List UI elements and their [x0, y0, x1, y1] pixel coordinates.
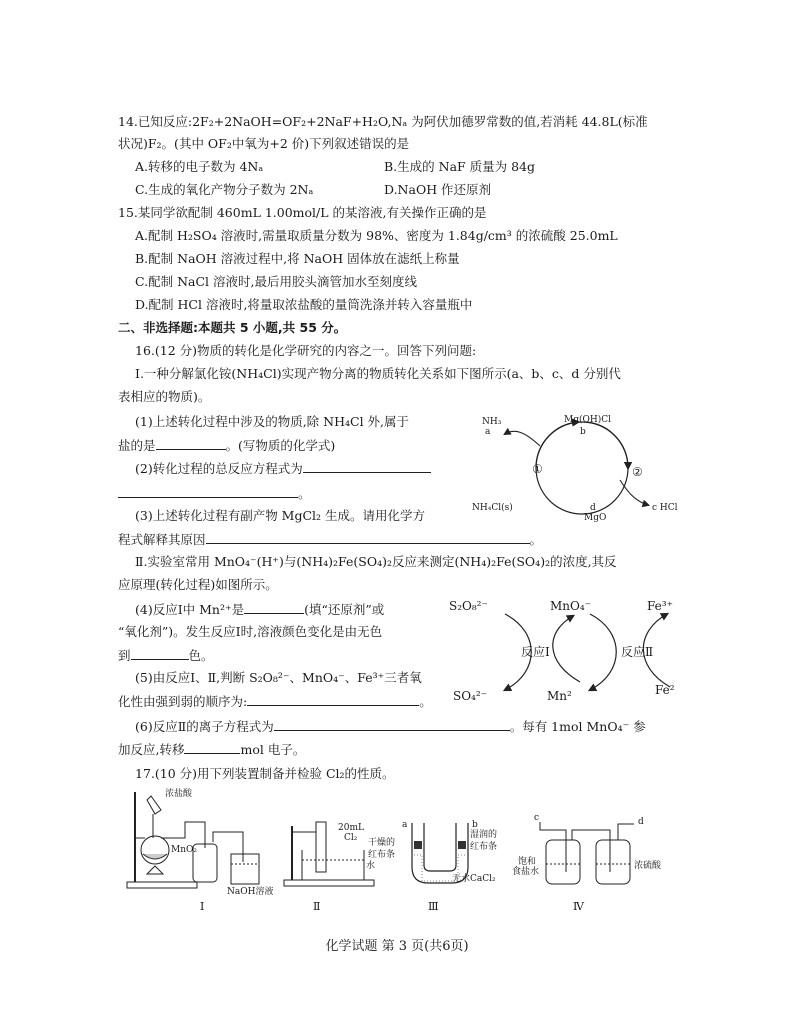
caption-III: Ⅲ: [428, 900, 439, 913]
q16-sub3-line1: (3)上述转化过程有副产物 MgCl₂ 生成。请用化学方: [135, 508, 426, 523]
water-trough: [302, 850, 364, 880]
q15-option-c: C.配制 NaCl 溶液时,最后用胶头滴管加水至刻度线: [135, 274, 417, 289]
nh4cl-cycle-diagram: [470, 410, 700, 525]
label-wet-2: 红布条: [470, 842, 498, 852]
q16-sub6-unit: mol 电子。: [240, 742, 306, 757]
label-circle-1: ①: [532, 462, 543, 476]
round-flask: [141, 836, 169, 864]
redox-cycle-diagram: [445, 592, 695, 710]
label-water: 水: [366, 861, 376, 871]
label-reaction-1: 反应Ⅰ: [521, 645, 550, 659]
label-a: a: [485, 427, 491, 437]
wash-bottle-1: [546, 840, 580, 884]
flask-contents: [143, 854, 167, 859]
label-20ml: 20mL: [338, 823, 364, 833]
label-cl2: Cl₂: [344, 833, 358, 843]
label-port-b: b: [472, 820, 478, 830]
caption-IV: Ⅳ: [573, 900, 584, 913]
q16-sub2-line2: [118, 484, 311, 503]
separatory-funnel: [147, 796, 161, 814]
label-fe3: Fe³⁺: [647, 599, 673, 613]
label-brine-2: 食盐水: [512, 867, 540, 877]
answer-blank-5[interactable]: [247, 692, 419, 706]
wash-bottle-2: [596, 840, 630, 884]
label-b: b: [580, 427, 586, 437]
q16-sub6-transfer: 加反应,转移: [118, 742, 185, 757]
connector-tube: [572, 830, 610, 872]
q16-sub6-mid: 。每有 1mol MnO₄⁻ 参: [509, 719, 646, 734]
q16-stem: 16.(12 分)物质的转化是化学研究的内容之一。回答下列问题:: [135, 343, 477, 358]
caption-I: Ⅰ: [200, 900, 205, 913]
label-mno2: MnO₂: [171, 845, 197, 855]
answer-blank-6a[interactable]: [274, 717, 510, 731]
answer-blank-6b[interactable]: [184, 740, 240, 754]
q14-option-a: A.转移的电子数为 4Nₐ: [135, 159, 264, 174]
label-d: d: [590, 503, 596, 513]
cycle-arrow-2: [586, 422, 628, 468]
label-naoh-solution: NaOH溶液: [227, 887, 274, 897]
q16-sub5-end: 。: [419, 694, 432, 709]
answer-blank-4a[interactable]: [244, 600, 304, 614]
q16-sub4-label: (4)反应Ⅰ中 Mn²⁺是: [135, 602, 245, 617]
q16-part2-line2: 应原理(转化过程)如图所示。: [118, 577, 278, 592]
q16-sub3-end: 。: [529, 532, 543, 547]
label-mn2: Mn²: [547, 689, 572, 703]
q17-stem: 17.(10 分)用下列装置制备并检验 Cl₂的性质。: [135, 766, 395, 781]
label-circle-2: ②: [632, 465, 643, 479]
label-port-d: d: [638, 817, 644, 827]
q16-sub2-line1: [135, 459, 431, 478]
q16-sub2-label: (2)转化过程的总反应方程式为: [135, 461, 303, 476]
arrow-mn-to-mno4: [553, 616, 580, 682]
q16-part1-line1: Ⅰ.一种分解氯化铵(NH₄Cl)实现产物分离的物质转化关系如下图所示(a、b、c、d 分别代: [135, 366, 621, 381]
q16-sub4-line2: “氧化剂”)。发生反应Ⅰ时,溶液颜色变化是由无色: [118, 624, 383, 639]
label-dry-1: 干燥的: [368, 838, 396, 848]
q16-sub4-line3: [118, 646, 214, 665]
q16-sub4-to: 到: [118, 648, 131, 663]
q15-stem: 15.某同学欲配制 460mL 1.00mol/L 的某溶液,有关操作正确的是: [118, 205, 487, 220]
label-port-c: c: [534, 813, 540, 823]
label-nh4cl: NH₄Cl(s): [472, 503, 513, 513]
label-mno4: MnO₄⁻: [550, 599, 591, 613]
apparatus-4-wash-bottles: [510, 812, 680, 892]
q16-part1-line2: 表相应的物质)。: [118, 389, 211, 404]
label-port-a: a: [402, 820, 408, 830]
q16-sub5-line2: [118, 692, 432, 711]
wet-cloth-strip: [458, 841, 466, 849]
label-reaction-2: 反应Ⅱ: [621, 645, 654, 659]
q16-sub5-line1: (5)由反应Ⅰ、Ⅱ,判断 S₂O₈²⁻、MnO₄⁻、Fe³⁺三者氧: [135, 670, 422, 685]
hcl-out-arrow: [620, 480, 648, 505]
trough-base: [284, 880, 374, 886]
label-s2o8: S₂O₈²⁻: [449, 599, 488, 613]
q16-sub1-label: 盐的是: [118, 438, 156, 453]
label-mgo: MgO: [584, 513, 607, 523]
q16-sub6-line2: [118, 740, 305, 759]
q16-sub6-label: (6)反应Ⅱ的离子方程式为: [135, 719, 274, 734]
label-brine-1: 饱和: [518, 857, 537, 867]
answer-blank-1[interactable]: [156, 436, 226, 450]
answer-blank-3[interactable]: [206, 530, 530, 544]
page-footer: 化学试题 第 3 页(共6页): [325, 939, 469, 954]
label-fe2: Fe²: [655, 683, 675, 697]
graduated-cylinder: [316, 822, 326, 872]
q16-sub3-label: 程式解释其原因: [118, 532, 206, 547]
q16-sub4-line1: [135, 600, 384, 619]
q14-line1: 14.已知反应:2F₂+2NaOH=OF₂+2NaF+H₂O,Nₐ 为阿伏加德罗常数的值,若消耗 44.8L(标准: [118, 114, 648, 129]
label-hcl: c HCl: [652, 503, 678, 513]
q14-option-d: D.NaOH 作还原剂: [384, 182, 492, 197]
q15-option-a: A.配制 H₂SO₄ 溶液时,需量取质量分数为 98%、密度为 1.84g/cm³ 的浓硫酸 25.0mL: [135, 228, 618, 243]
apparatus-1-chlorine-generator: [125, 782, 290, 897]
q16-sub4-hint: (填“还原剂”或: [304, 602, 385, 617]
q16-sub6-line1: [135, 717, 646, 736]
stand-base: [127, 882, 197, 888]
nh3-out-arrow: [505, 431, 540, 446]
q14-line2: 状况)F₂。(其中 OF₂中氧为+2 价)下列叙述错误的是: [118, 136, 410, 151]
answer-blank-4b[interactable]: [131, 646, 189, 660]
q14-option-b: B.生成的 NaF 质量为 84g: [384, 159, 536, 174]
answer-blank-2b[interactable]: [118, 484, 298, 498]
q15-option-b: B.配制 NaOH 溶液过程中,将 NaOH 固体放在滤纸上称量: [135, 251, 460, 266]
label-dry-2: 红布条: [368, 850, 396, 860]
q16-sub1-line1: (1)上述转化过程中涉及的物质,除 NH₄Cl 外,属于: [135, 414, 410, 429]
q16-sub3-line2: [118, 530, 542, 549]
q15-option-d: D.配制 HCl 溶液时,将量取浓盐酸的量筒洗涤并转入容量瓶中: [135, 297, 473, 312]
label-cacl2: 无水CaCl₂: [452, 874, 496, 884]
label-conc-h2so4: 浓硫酸: [634, 861, 662, 871]
label-mgohcl: Mg(OH)Cl: [564, 415, 611, 425]
beaker: [231, 854, 259, 884]
caption-II: Ⅱ: [313, 900, 321, 913]
arrow-mno4-to-mn: [590, 614, 616, 690]
alcohol-lamp: [147, 866, 163, 874]
q16-sub5-label: 化性由强到弱的顺序为:: [118, 694, 248, 709]
apparatus-3-u-tube: [366, 815, 506, 890]
q14-option-c: C.生成的氧化产物分子数为 2Nₐ: [135, 182, 314, 197]
answer-blank-2a[interactable]: [303, 459, 431, 473]
label-conc-hcl: 浓盐酸: [165, 789, 193, 799]
q16-sub4-color: 色。: [188, 648, 214, 663]
q16-part2-line1: Ⅱ.实验室常用 MnO₄⁻(H⁺)与(NH₄)₂Fe(SO₄)₂反应来测定(NH₄)₂Fe(SO₄)₂的浓度,其反: [135, 554, 617, 569]
label-wet-1: 湿润的: [470, 830, 498, 840]
q16-sub2-end: 。: [298, 486, 311, 501]
u-tube-inner: [424, 823, 456, 871]
label-nh3: NH₃: [482, 417, 502, 427]
dry-cloth-strip: [414, 841, 422, 849]
label-so4: SO₄²⁻: [453, 689, 488, 703]
section-heading: 二、非选择题:本题共 5 小题,共 55 分。: [118, 320, 347, 335]
q16-sub1-line2: [118, 436, 335, 455]
outlet-tube-d: [618, 824, 634, 840]
q16-sub1-hint: 。(写物质的化学式): [225, 438, 336, 453]
